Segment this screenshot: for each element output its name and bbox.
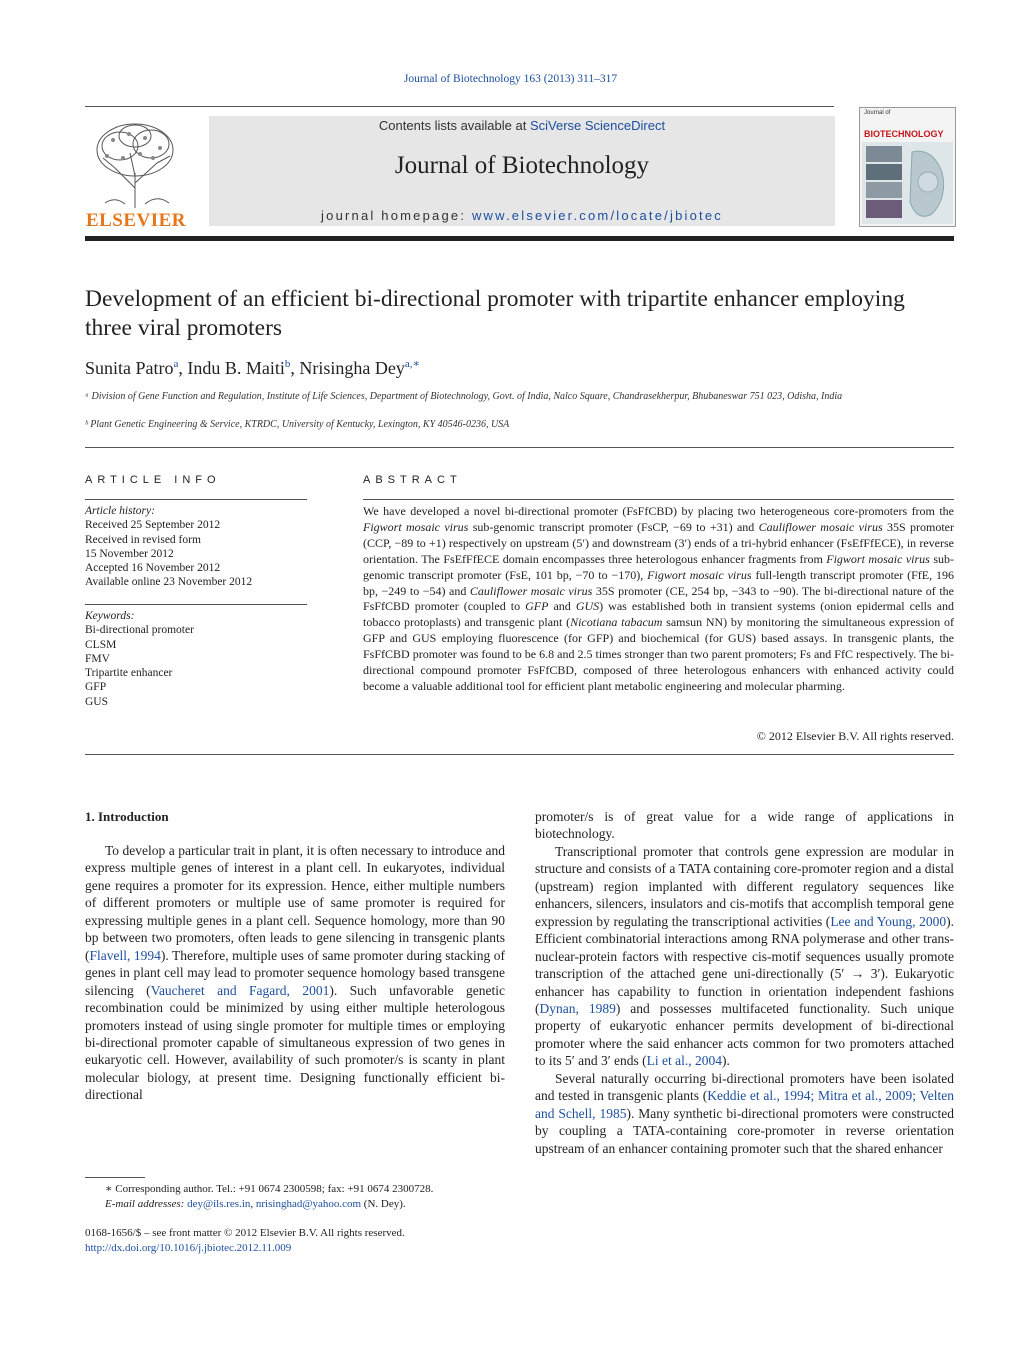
citation-link[interactable]: Lee and Young, 2000 — [830, 913, 947, 929]
keyword: Bi-directional promoter — [85, 624, 194, 637]
journal-name: Journal of Biotechnology — [394, 152, 650, 179]
abstract-run: 35S promoter (CCP, −89 to +1) respectively on upstream (5′) and downstream (3′) ends of a tri-hybrid enhancer (FsEfFfECE), in reverse orientation. The FsEfFfECE domain encompasses three heterologous enhancer fragments from — [363, 519, 955, 566]
header-rule — [85, 106, 834, 107]
citation-link[interactable]: Vaucheret and Fagard, 2001 — [150, 982, 330, 998]
history-item: Received 25 September 2012 — [85, 519, 221, 532]
masthead-thick-rule — [85, 236, 954, 241]
author-name: Sunita Patro — [85, 358, 174, 378]
body-paragraph: promoter/s is of great value for a wide range of applications in biotechnology. — [535, 809, 954, 842]
abstract-species: Figwort mosaic virus — [647, 567, 752, 582]
email-suffix: (N. Dey). — [361, 1197, 406, 1210]
author-name: Indu B. Maiti — [187, 358, 285, 378]
body-column-left — [85, 842, 505, 1104]
abstract-species: Cauliflower mosaic virus — [758, 519, 883, 534]
author-affil-link[interactable]: a,∗ — [404, 358, 420, 370]
email-link[interactable]: dey@ils.res.in — [187, 1197, 251, 1210]
history-item: Accepted 16 November 2012 — [85, 562, 221, 575]
journal-masthead — [209, 116, 835, 226]
history-item: 15 November 2012 — [85, 547, 174, 560]
abstract-run: and — [548, 599, 576, 614]
author-list: Sunita Patro$^a$, Indu B. Maiti$^b$, Nrisingha Dey$^{a,∗}$ — [85, 358, 420, 378]
text-run: Transcriptional promoter that controls gene expression are modular in structure and consists of a TATA containing core-promoter region and a distal (upstream) region implanted with different regulatory sequences like enhancers, silencers, insulators and cis-motifs that accomplish temporal gene expression by regulating the transcriptional activities ( — [535, 843, 954, 929]
author-affil-link[interactable]: b — [284, 358, 291, 370]
keyword: GUS — [85, 695, 109, 708]
abstract-species: Nicotiana tabacum — [570, 615, 663, 630]
abstract-heading: ABSTRACT — [363, 474, 462, 486]
citation-link[interactable]: Dynan, 1989 — [539, 1000, 616, 1016]
text-run: ). Such unfavorable genetic recombination could be minimized by using either multiple heterologous promoters instead of using single promoter for multiple times or employing bi-directional promoter capable of simultaneous expression of two genes in eukaryotic cell. However, availability of such promoter/s is scanty in plant molecular biology, at present time. Designing functionally efficient bi-directional — [85, 982, 505, 1103]
affiliation-a: ᵃ Division of Gene Function and Regulation, Institute of Life Sciences, Department of Biotechnology, Govt. of India, Nalco Square, Chandrasekherpur, Bhubaneswar 751 023, Odisha, India — [85, 391, 843, 402]
footnote-rule — [85, 1177, 145, 1178]
abstract-text — [363, 504, 954, 695]
cover-title: BIOTECHNOLOGY — [864, 129, 944, 139]
article-info-rule — [85, 499, 307, 500]
elsevier-wordmark: ELSEVIER — [85, 210, 187, 231]
text-run: ). — [722, 1053, 730, 1069]
abstract-run: sub-genomic transcript promoter (FsCP, −69 to +31) and — [468, 519, 759, 534]
abstract-run: 35S promoter (CE, 254 bp, −343 to −90). The bi-directional nature of the FsFfCBD promoter (coupled to — [363, 583, 955, 614]
text-run: ). Therefore, multiple uses of same promoter during stacking of genes in plant cell may lead to promoter sequence homology based transgene silencing ( — [85, 947, 506, 998]
article-info-heading: ARTICLE INFO — [85, 474, 221, 486]
author-affil-link[interactable]: a — [173, 358, 179, 370]
abstract-gene: GFP — [525, 599, 549, 614]
corresponding-author: ∗ Corresponding author. Tel.: +91 0674 2300598; fax: +91 0674 2300728. — [105, 1183, 434, 1195]
keywords-label: Keywords: — [85, 610, 135, 622]
body-column-right — [535, 808, 954, 1157]
homepage-line — [209, 208, 835, 223]
elsevier-logo — [85, 118, 187, 230]
abstract-run: ) was established both in transient systems (onion epidermal cells and tobacco protoplasts) and transgenic plant ( — [363, 599, 955, 630]
body-paragraph — [535, 843, 954, 1070]
history-item: Available online 23 November 2012 — [85, 576, 253, 589]
text-run: To develop a particular trait in plant, it is often necessary to introduce and express multiple genes of interest in a plant cell. In eukaryotes, individual gene requires a promoter for its expression. Hence, either multiple numbers of different promoters or multiple use of same promoter is required for expressing multiple genes in a plant cell. Sequence homology, more than 90 bp between two promoters, often leads to gene silencing in transgenic plants ( — [85, 843, 505, 963]
abstract-rule — [363, 499, 954, 500]
keywords-rule — [85, 604, 307, 605]
keyword: GFP — [85, 681, 107, 694]
keywords-list — [85, 609, 307, 709]
abstract-run: sub-genomic transcript promoter (FsE, 101 bp, −70 to −170), — [363, 551, 954, 582]
abstract-bottom-rule — [85, 754, 954, 755]
keyword: FMV — [85, 652, 110, 665]
abstract-run: samsun NN) by monitoring the simultaneous expression of GFP and GUS employing fluorescence (for GFP) and biochemical (for GUS) based assays. In transgenic plants, the FsFfCBD promoter was found to be 6.8 and 2.5 times stronger than two parent promoters; Fs and FfC respectively. The bi-directional compound promoter FsFfCBD, composed of three heterologous enhancers with enhanced activity could become a valuable additional tool for efficient plant metabolic engineering and molecular pharming. — [363, 615, 954, 693]
body-paragraph — [85, 842, 505, 1104]
article-history — [85, 504, 307, 590]
text-run: Several naturally occurring bi-directional promoters have been isolated and tested in transgenic plants ( — [535, 1070, 954, 1104]
corresponding-footnote — [85, 1182, 505, 1211]
email-line — [85, 1197, 505, 1212]
homepage-prefix: journal homepage: — [321, 208, 472, 223]
text-run: ). Many synthetic bi-directional promoters were constructed by coupling a TATA-containing core-promoter in reverse orientation upstream of an enhancer containing promoter such that the shared enhancer — [535, 1105, 954, 1156]
section-heading: 1. Introduction — [85, 809, 169, 824]
citation-link[interactable]: Keddie et al., 1994; Mitra et al., 2009; Velten and Schell, 1985 — [535, 1088, 954, 1121]
doi-link[interactable]: http://dx.doi.org/10.1016/j.jbiotec.2012.11.009 — [85, 1242, 292, 1254]
homepage-link[interactable]: www.elsevier.com/locate/jbiotec — [471, 208, 723, 223]
affiliation-rule — [85, 447, 954, 448]
sciencedirect-link[interactable]: SciVerse ScienceDirect — [529, 118, 666, 133]
abstract-run: full-length transcript promoter (FfE, 196 bp, −249 to −54) and — [363, 567, 955, 598]
email-label: E-mail addresses: — [105, 1197, 188, 1210]
history-label: Article history: — [85, 505, 155, 517]
cover-small-text: Journal of — [864, 110, 891, 116]
keyword: CLSM — [85, 638, 117, 651]
elsevier-tree-icon — [85, 118, 187, 210]
copyright: © 2012 Elsevier B.V. All rights reserved. — [756, 729, 954, 743]
affiliation-b: ᵇ Plant Genetic Engineering & Service, KTRDC, University of Kentucky, Lexington, KY 40546-0236, USA — [85, 419, 510, 430]
text-run: ). Efficient combinatorial interactions among RNA polymerase and other trans-nuclear-protein factors with respective cis-motif sequences usually promote transcription of the attached gene uni-directionally (5′ → 3′). Eukaryotic enhancer has capability to function in orientation independent fashions ( — [535, 913, 954, 1016]
abstract-species: Figwort mosaic virus — [826, 551, 930, 566]
abstract-run: We have developed a novel bi-directional promoter (FsFfCBD) by placing two heterogeneous core-promoters from the — [363, 504, 954, 518]
journal-reference[interactable]: Journal of Biotechnology 163 (2013) 311–317 — [403, 73, 618, 85]
article-title: Development of an efficient bi-directional promoter with tripartite enhancer employing three viral promoters — [85, 286, 905, 341]
contents-line — [209, 116, 835, 133]
issn-line: 0168-1656/$ – see front matter © 2012 Elsevier B.V. All rights reserved. — [85, 1227, 405, 1239]
email-link[interactable]: nrisinghad@yahoo.com — [255, 1197, 362, 1210]
history-item: Received in revised form — [85, 533, 201, 546]
email-separator: , — [250, 1197, 256, 1210]
text-run: ) and possesses multifaceted functionality. Such unique property of eukaryotic enhancer permits development of bi-directional promoter where the said enhancer acts common for two promoters attached to its 5′ and 3′ ends ( — [535, 1000, 954, 1069]
body-paragraph — [535, 1070, 954, 1157]
journal-cover — [859, 107, 956, 227]
abstract-gene: GUS — [575, 599, 600, 614]
contents-prefix: Contents lists available at — [378, 118, 530, 133]
citation-link[interactable]: Li et al., 2004 — [646, 1053, 723, 1069]
citation-link[interactable]: Flavell, 1994 — [89, 947, 161, 963]
abstract-species: Figwort mosaic virus — [363, 519, 469, 534]
front-matter — [85, 1226, 505, 1256]
cover-image-icon — [862, 142, 953, 224]
keyword: Tripartite enhancer — [85, 667, 173, 680]
author-name: Nrisingha Dey — [299, 358, 405, 378]
abstract-species: Cauliflower mosaic virus — [469, 583, 593, 598]
